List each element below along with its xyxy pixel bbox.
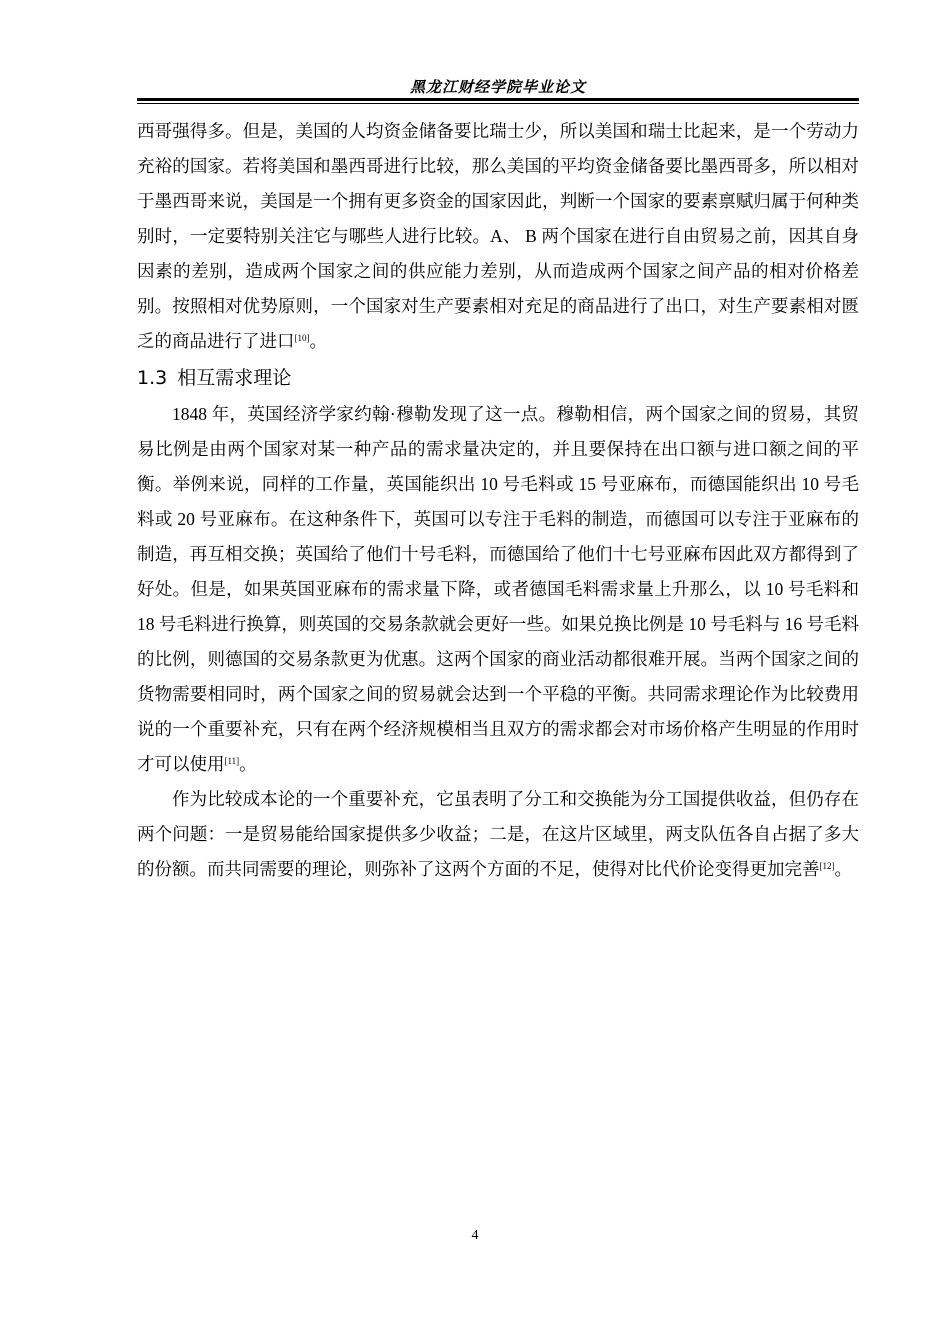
paragraph-end: 。 bbox=[309, 331, 327, 351]
citation-marker: [11] bbox=[224, 756, 240, 766]
section-title: 相互需求理论 bbox=[177, 367, 292, 389]
header-rule-thick bbox=[137, 98, 859, 101]
paragraph-text: 西哥强得多。但是，美国的人均资金储备要比瑞士少，所以美国和瑞士比起来，是一个劳动力充裕的国家。若将美国和墨西哥进行比较，那么美国的平均资金储备要比墨西哥多，所以相对于墨西哥来说，美国是一个拥有更多资金的国家因此，判断一个国家的要素禀赋归属于何种类别时，一定要特别关注它与哪些人进行比较。A、 B 两个国家在进行自由贸易之前，因其自身因素的差别，造成两个国家之间的供应能力差别，从而造成两个国家之间产品的相对价格差别。按照相对优势原则，一个国家对生产要素相对充足的商品进行了出口，对生产要素相对匮乏的商品进行了进口 bbox=[137, 121, 859, 351]
header-title: 黑龙江财经学院毕业论文 bbox=[409, 78, 586, 96]
paragraph-end: 。 bbox=[239, 754, 257, 774]
paragraph-supplement bbox=[137, 782, 859, 887]
paragraph-text: 1848 年，英国经济学家约翰·穆勒发现了这一点。穆勒相信，两个国家之间的贸易，其贸易比例是由两个国家对某一种产品的需求量决定的，并且要保持在出口额与进口额之间的平衡。举例来说，同样的工作量，英国能织出 10 号毛料或 15 号亚麻布，而德国能织出 10 号毛料或 20 号亚麻布。在这种条件下，英国可以专注于毛料的制造，而德国可以专注于亚麻布的制造，再互相交换；英国给了他们十号毛料，而德国给了他们十七号亚麻布因此双方都得到了好处。但是，如果英国亚麻布的需求量下降，或者德国毛料需求量上升那么，以 10 号毛料和 18 号毛料进行换算，则英国的交易条款就会更好一些。如果兑换比例是 10 号毛料与 16 号毛料的比例，则德国的交易条款更为优惠。这两个国家的商业活动都很难开展。当两个国家之间的货物需要相同时，两个国家之间的贸易就会达到一个平稳的平衡。共同需求理论作为比较费用说的一个重要补充，只有在两个经济规模相当且双方的需求都会对市场价格产生明显的作用时才可以使用 bbox=[137, 404, 859, 774]
citation-marker: [10] bbox=[294, 333, 310, 343]
running-header bbox=[137, 76, 859, 98]
citation-marker: [12] bbox=[819, 861, 835, 871]
section-heading bbox=[137, 359, 859, 397]
paragraph-end: 。 bbox=[834, 859, 852, 879]
paragraph-mill-theory bbox=[137, 397, 859, 782]
page-body bbox=[137, 114, 859, 887]
header-rule-thin bbox=[137, 103, 859, 104]
paragraph-text: 作为比较成本论的一个重要补充，它虽表明了分工和交换能为分工国提供收益，但仍存在两个问题：一是贸易能给国家提供多少收益；二是，在这片区域里，两支队伍各自占据了多大的份额。而共同需要的理论，则弥补了这两个方面的不足，使得对比代价论变得更加完善 bbox=[137, 789, 859, 879]
page-number: 4 bbox=[471, 1228, 479, 1243]
paragraph-continuation bbox=[137, 114, 859, 359]
section-number: 1.3 bbox=[137, 367, 168, 389]
